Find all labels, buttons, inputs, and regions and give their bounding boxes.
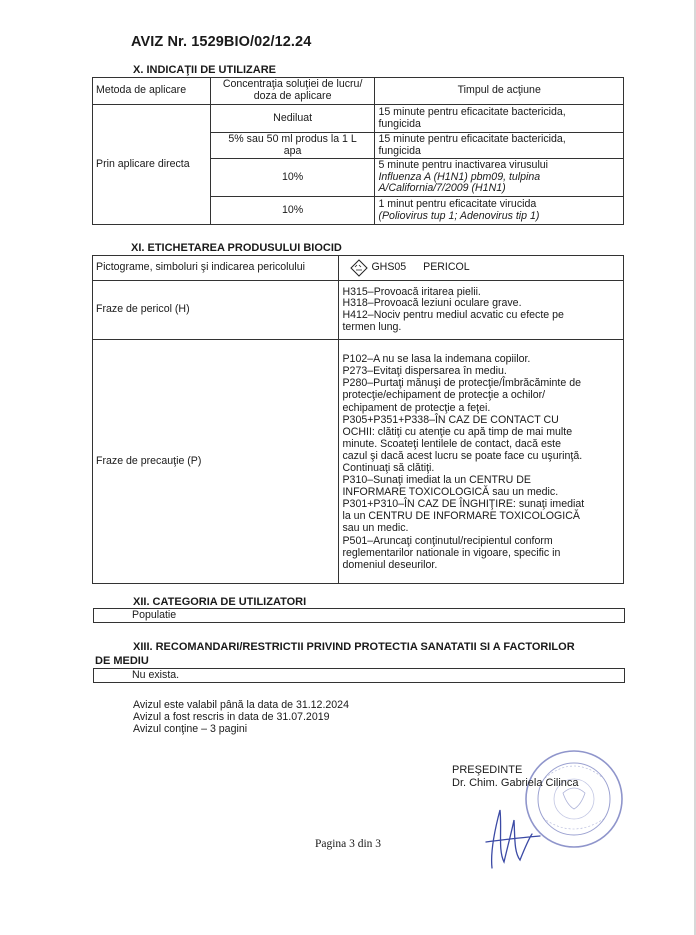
page-number: Pagina 3 din 3 <box>314 838 382 850</box>
precaution-label: Fraze de precauţie (P) <box>93 340 339 584</box>
section-12-heading: XII. CATEGORIA DE UTILIZATORI <box>133 596 307 608</box>
user-category-box <box>93 608 625 623</box>
pictogram-label: Pictograme, simboluri şi indicarea pericolului <box>93 256 339 281</box>
section-13-heading-cont: DE MEDIU <box>95 655 149 667</box>
action-time-cell: 1 minut pentru eficacitate virucida (Poliovirus tup 1; Adenovirus tip 1) <box>375 197 624 225</box>
validity-line: Avizul a fost rescris in data de 31.07.2019 <box>133 711 330 724</box>
header-concentration: Concentraţia soluţiei de lucru/ doza de aplicare <box>210 78 375 105</box>
header-action-time: Timpul de acţiune <box>375 78 624 105</box>
signal-word: PERICOL <box>423 261 470 273</box>
section-13-heading: XIII. RECOMANDARI/RESTRICTII PRIVIND PROTECTIA SANATATII SI A FACTORILOR <box>133 641 575 653</box>
concentration-cell: 10% <box>210 159 375 197</box>
handwritten-signature <box>478 790 548 880</box>
labeling-table <box>92 255 624 584</box>
corrosion-icon <box>350 259 368 277</box>
section-10-heading: X. INDICAŢII DE UTILIZARE <box>133 64 276 76</box>
action-time-cell: 15 minute pentru eficacitate bactericida, fungicida <box>375 105 624 133</box>
document-title: AVIZ Nr. 1529BIO/02/12.24 <box>131 34 312 50</box>
signatory-name: Dr. Chim. Gabriela Cilinca <box>452 776 579 789</box>
signatory-role: PREŞEDINTE <box>452 764 523 776</box>
precaution-statements: P102–A nu se lasa la indemana copiilor. P273–Evitaţi dispersarea în mediu. P280–Purtaţi mănuşi de protecţie/Îmbrăcăminte de protecţie/echipament de protecţie a ochilor/ echipament de protecţie a feţei. P305+P351+P338–ÎN CAZ DE CONTACT CU OCHII: clătiţi cu atenţie cu apă timp de mai multe minute. Scoateţi lentilele de contact, dacă este cazul şi dacă acest lucru se poate face cu uşurinţă. Continuaţi să clătiţi. P310–Sunaţi imediat la un CENTRU DE INFORMARE TOXICOLOGICĂ sau un medic. P301+P310–ÎN CAZ DE ÎNGHIŢIRE: sunaţi imediat la un CENTRU DE INFORMARE TOXICOLOGICĂ sau un medic. P501–Aruncaţi conţinutul/recipientul conform reglementarilor nationale in vigoare, specific in domeniul deseurilor. <box>339 340 624 584</box>
validity-line: Avizul conţine – 3 pagini <box>133 723 248 736</box>
action-time-cell: 5 minute pentru inactivarea virusului Influenza A (H1N1) pbm09, tulpina A/California/7/2009 (H1N1) <box>375 159 624 197</box>
recommendations-box <box>93 668 625 683</box>
pictogram-code: GHS05 <box>371 261 407 273</box>
concentration-cell: 5% sau 50 ml produs la 1 L apa <box>210 133 375 159</box>
user-category-value: Populatie <box>132 609 177 621</box>
validity-notes <box>133 699 349 736</box>
action-time-cell: 15 minute pentru eficacitate bactericida, fungicida <box>375 133 624 159</box>
concentration-cell: 10% <box>210 197 375 225</box>
usage-table <box>92 77 624 225</box>
recommendations-value: Nu exista. <box>132 669 180 681</box>
concentration-cell: Nediluat <box>210 105 375 133</box>
pictogram-cell <box>339 256 624 281</box>
header-method: Metoda de aplicare <box>93 78 211 105</box>
method-cell: Prin aplicare directa <box>93 105 211 225</box>
hazard-label: Fraze de pericol (H) <box>93 281 339 340</box>
section-11-heading: XI. ETICHETAREA PRODUSULUI BIOCID <box>131 242 342 254</box>
signature-block <box>452 764 579 789</box>
validity-line: Avizul este valabil până la data de 31.12.2024 <box>133 699 349 711</box>
hazard-statements: H315–Provoacă iritarea pielii. H318–Provoacă leziuni oculare grave. H412–Nociv pentru mediul acvatic cu efecte pe termen lung. <box>339 281 624 340</box>
